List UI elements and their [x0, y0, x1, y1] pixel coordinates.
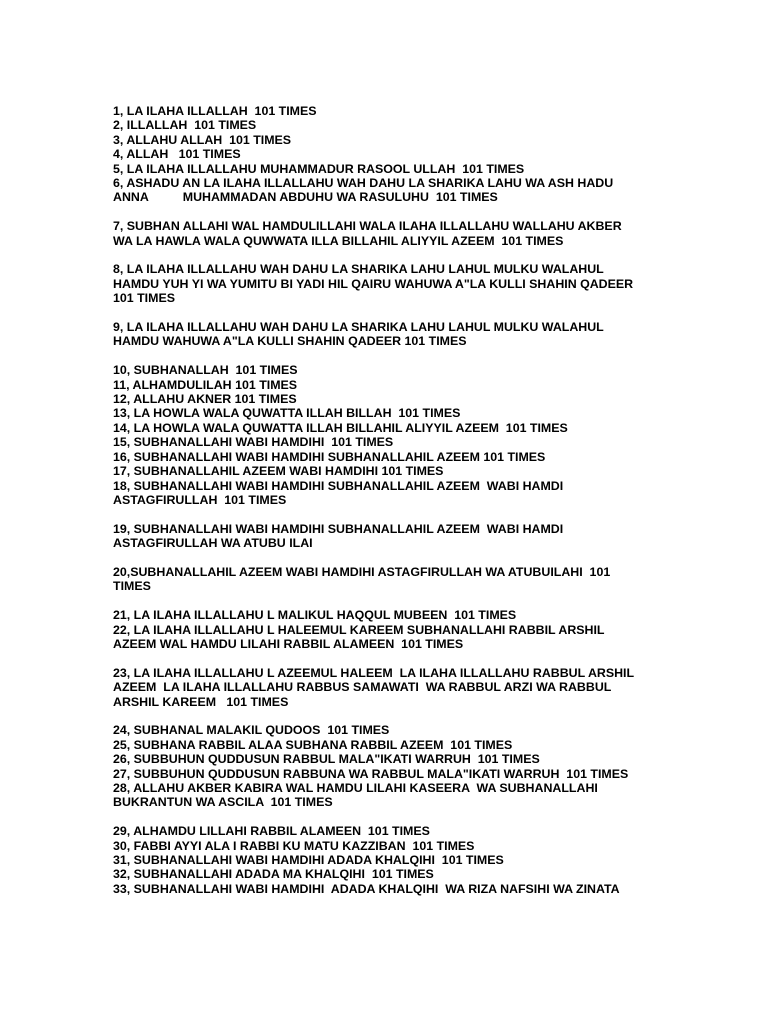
paragraph [113, 723, 653, 809]
paragraph [113, 104, 653, 205]
text-line: 8, LA ILAHA ILLALLAHU WAH DAHU LA SHARIKA LAHU LAHUL MULKU WALAHUL [113, 262, 604, 277]
text-line: 16, SUBHANALLAHI WABI HAMDIHI SUBHANALLAHIL AZEEM 101 TIMES [113, 449, 546, 464]
text-line: 18, SUBHANALLAHI WABI HAMDIHI SUBHANALLAHIL AZEEM WABI HAMDI [113, 478, 564, 493]
text-line: 30, FABBI AYYI ALA I RABBI KU MATU KAZZIBAN 101 TIMES [113, 838, 475, 853]
text-line: 7, SUBHAN ALLAHI WAL HAMDULILLAHI WALA ILAHA ILLALLAHU WALLAHU AKBER [113, 219, 622, 234]
text-line: 101 TIMES [113, 291, 175, 306]
text-line: 22, LA ILAHA ILLALLAHU L HALEEMUL KAREEM SUBHANALLAHI RABBIL ARSHIL [113, 622, 605, 637]
text-line: HAMDU WAHUWA A"LA KULLI SHAHIN QADEER 101 TIMES [113, 334, 467, 349]
text-line: 6, ASHADU AN LA ILAHA ILLALLAHU WAH DAHU LA SHARIKA LAHU WA ASH HADU [113, 176, 614, 191]
paragraph [113, 824, 653, 896]
text-line: 20,SUBHANALLAHIL AZEEM WABI HAMDIHI ASTAGFIRULLAH WA ATUBUILAHI 101 [113, 564, 611, 579]
text-line: 1, LA ILAHA ILLALLAH 101 TIMES [113, 104, 317, 118]
text-line: ANNA MUHAMMADAN ABDUHU WA RASULUHU 101 TIMES [113, 190, 498, 205]
text-line: 23, LA ILAHA ILLALLAHU L AZEEMUL HALEEM LA ILAHA ILLALLAHU RABBUL ARSHIL [113, 665, 635, 680]
paragraph [113, 565, 653, 594]
text-line: 29, ALHAMDU LILLAHI RABBIL ALAMEEN 101 TIMES [113, 824, 430, 839]
text-line: 28, ALLAHU AKBER KABIRA WAL HAMDU LILAHI KASEERA WA SUBHANALLAHI [113, 780, 598, 795]
paragraph [113, 666, 653, 709]
text-line: WA LA HAWLA WALA QUWWATA ILLA BILLAHIL ALIYYIL AZEEM 101 TIMES [113, 233, 564, 248]
text-line: 11, ALHAMDULILAH 101 TIMES [113, 377, 298, 392]
text-line: 5, LA ILAHA ILLALLAHU MUHAMMADUR RASOOL ULLAH 101 TIMES [113, 161, 525, 176]
text-line: ARSHIL KAREEM 101 TIMES [113, 694, 289, 709]
text-line: 17, SUBHANALLAHIL AZEEM WABI HAMDIHI 101 TIMES [113, 464, 444, 479]
text-line: 26, SUBBUHUN QUDDUSUN RABBUL MALA"IKATI WARRUH 101 TIMES [113, 752, 540, 767]
text-line: 14, LA HOWLA WALA QUWATTA ILLAH BILLAHIL ALIYYIL AZEEM 101 TIMES [113, 420, 568, 435]
text-line: 24, SUBHANAL MALAKIL QUDOOS 101 TIMES [113, 723, 390, 738]
text-line: TIMES [113, 579, 151, 594]
text-line: 9, LA ILAHA ILLALLAHU WAH DAHU LA SHARIKA LAHU LAHUL MULKU WALAHUL [113, 320, 604, 335]
text-line: 31, SUBHANALLAHI WABI HAMDIHI ADADA KHALQIHI 101 TIMES [113, 852, 504, 867]
text-line: 4, ALLAH 101 TIMES [113, 147, 241, 162]
text-line: HAMDU YUH YI WA YUMITU BI YADI HIL QAIRU WAHUWA A"LA KULLI SHAHIN QADEER [113, 276, 634, 291]
paragraph [113, 608, 653, 651]
text-line: 2, ILLALLAH 101 TIMES [113, 118, 257, 133]
text-line: AZEEM WAL HAMDU LILAHI RABBIL ALAMEEN 101 TIMES [113, 636, 464, 651]
text-line: ASTAGFIRULLAH WA ATUBU ILAI [113, 536, 313, 551]
text-line: 19, SUBHANALLAHI WABI HAMDIHI SUBHANALLAHIL AZEEM WABI HAMDI [113, 521, 564, 536]
text-line: 10, SUBHANALLAH 101 TIMES [113, 363, 298, 378]
text-line: 13, LA HOWLA WALA QUWATTA ILLAH BILLAH 101 TIMES [113, 406, 461, 421]
paragraph [113, 522, 653, 551]
text-line: AZEEM LA ILAHA ILLALLAHU RABBUS SAMAWATI WA RABBUL ARZI WA RABBUL [113, 680, 612, 695]
paragraph [113, 363, 653, 507]
text-line: 15, SUBHANALLAHI WABI HAMDIHI 101 TIMES [113, 435, 394, 450]
text-line: 32, SUBHANALLAHI ADADA MA KHALQIHI 101 TIMES [113, 867, 434, 882]
paragraph [113, 262, 653, 305]
text-line: 3, ALLAHU ALLAH 101 TIMES [113, 132, 292, 147]
paragraph [113, 219, 653, 248]
text-line: 33, SUBHANALLAHI WABI HAMDIHI ADADA KHALQIHI WA RIZA NAFSIHI WA ZINATA [113, 881, 620, 896]
text-line: BUKRANTUN WA ASCILA 101 TIMES [113, 795, 333, 810]
text-line: 21, LA ILAHA ILLALLAHU L MALIKUL HAQQUL MUBEEN 101 TIMES [113, 608, 517, 623]
text-line: 12, ALLAHU AKNER 101 TIMES [113, 392, 297, 407]
text-line: 25, SUBHANA RABBIL ALAA SUBHANA RABBIL AZEEM 101 TIMES [113, 737, 513, 752]
document-page [113, 104, 653, 911]
text-line: ASTAGFIRULLAH 101 TIMES [113, 492, 287, 507]
text-line: 27, SUBBUHUN QUDDUSUN RABBUNA WA RABBUL MALA"IKATI WARRUH 101 TIMES [113, 766, 629, 781]
paragraph [113, 320, 653, 349]
